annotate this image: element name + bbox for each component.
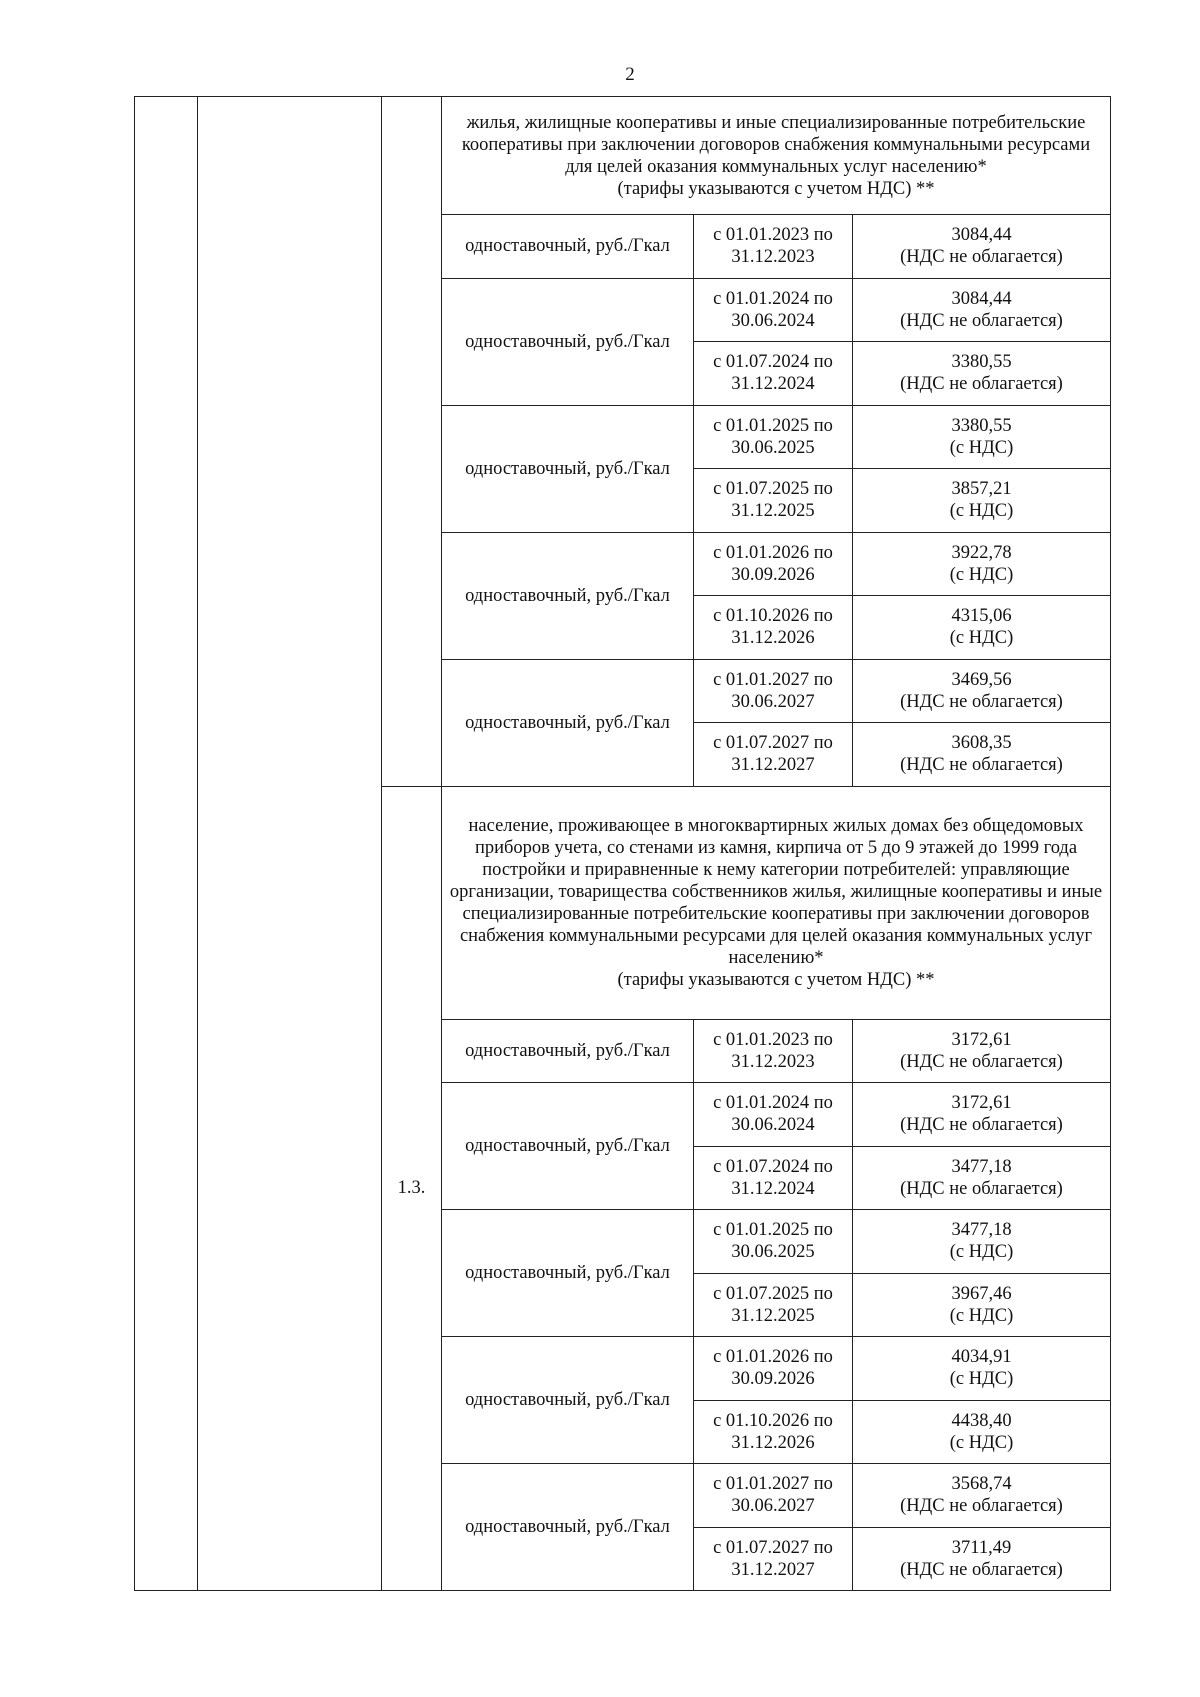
tariff-value: 3922,78 — [951, 542, 1012, 563]
vat-note: (с НДС) — [949, 1305, 1014, 1326]
row-number-column — [135, 97, 198, 1591]
period-text: с 01.01.2024 по 30.06.2024 — [713, 288, 833, 331]
period-cell — [694, 1273, 853, 1337]
value-cell — [853, 1019, 1111, 1083]
vat-note: (с НДС) — [949, 564, 1014, 585]
value-cell — [853, 532, 1111, 596]
subsection-number: 1.3. — [382, 786, 442, 1591]
vat-note: (НДС не облагается) — [900, 1178, 1063, 1199]
period-text: с 01.01.2027 по 30.06.2027 — [713, 669, 833, 712]
tariff-value: 3967,46 — [951, 1283, 1012, 1304]
value-cell — [853, 1400, 1111, 1464]
page-number: 2 — [625, 64, 635, 85]
tariff-type: одноставочный, руб./Гкал — [442, 659, 694, 786]
tariff-table — [134, 96, 1111, 1591]
period-cell — [694, 1083, 853, 1147]
category-text: жилья, жилищные кооперативы и иные специализированные потребительские кооперативы при заключении договоров снабжения коммунальными ресурсами для целей оказания коммунальных услуг населению* — [461, 112, 1091, 177]
period-text: с 01.01.2023 по 31.12.2023 — [713, 225, 833, 268]
period-cell — [694, 342, 853, 406]
period-text: с 01.07.2024 по 31.12.2024 — [713, 352, 833, 395]
tariff-value: 3477,18 — [951, 1156, 1012, 1177]
period-cell — [694, 469, 853, 533]
tariff-type: одноставочный, руб./Гкал — [442, 1083, 694, 1210]
vat-note: (с НДС) — [949, 501, 1014, 522]
vat-note: (с НДС) — [949, 628, 1014, 649]
period-cell — [694, 1527, 853, 1591]
vat-note: (НДС не облагается) — [900, 374, 1063, 395]
value-cell — [853, 278, 1111, 342]
period-text: с 01.01.2025 по 30.06.2025 — [713, 1220, 833, 1263]
value-cell — [853, 405, 1111, 469]
period-text: с 01.01.2026 по 30.09.2026 — [713, 1347, 833, 1390]
period-cell — [694, 723, 853, 787]
period-cell — [694, 405, 853, 469]
tariff-type: одноставочный, руб./Гкал — [442, 532, 694, 659]
period-text: с 01.01.2026 по 30.09.2026 — [713, 542, 833, 585]
value-cell — [853, 723, 1111, 787]
value-cell — [853, 596, 1111, 660]
period-cell — [694, 1337, 853, 1401]
vat-note: (НДС не облагается) — [900, 1115, 1063, 1136]
vat-note: (НДС не облагается) — [900, 1559, 1063, 1580]
period-cell — [694, 532, 853, 596]
period-cell — [694, 1400, 853, 1464]
period-text: с 01.07.2024 по 31.12.2024 — [713, 1156, 833, 1199]
value-cell — [853, 1146, 1111, 1210]
vat-note: (с НДС) — [949, 1432, 1014, 1453]
period-cell — [694, 659, 853, 723]
tariff-value: 3172,61 — [951, 1029, 1012, 1050]
period-cell — [694, 1019, 853, 1083]
vat-note: (НДС не облагается) — [900, 691, 1063, 712]
period-text: с 01.10.2026 по 31.12.2026 — [713, 1410, 833, 1453]
category-cell — [442, 97, 1111, 215]
period-text: с 01.10.2026 по 31.12.2026 — [713, 606, 833, 649]
tariff-value: 3568,74 — [951, 1474, 1012, 1495]
tariff-type: одноставочный, руб./Гкал — [442, 1337, 694, 1464]
period-text: с 01.01.2027 по 30.06.2027 — [713, 1474, 833, 1517]
tariff-value: 3477,18 — [951, 1220, 1012, 1241]
tariff-type: одноставочный, руб./Гкал — [442, 1210, 694, 1337]
tariff-value: 3857,21 — [951, 479, 1012, 500]
tariff-value: 4315,06 — [951, 606, 1012, 627]
value-cell — [853, 1337, 1111, 1401]
value-cell — [853, 1083, 1111, 1147]
tariff-value: 3469,56 — [951, 669, 1012, 690]
period-text: с 01.01.2025 по 30.06.2025 — [713, 415, 833, 458]
vat-note: (НДС не облагается) — [900, 247, 1063, 268]
category-note: (тарифы указываются с учетом НДС) ** — [617, 969, 935, 990]
value-cell — [853, 659, 1111, 723]
value-cell — [853, 1210, 1111, 1274]
tariff-value: 3084,44 — [951, 288, 1012, 309]
tariff-type: одноставочный, руб./Гкал — [442, 215, 694, 279]
tariff-type: одноставочный, руб./Гкал — [442, 278, 694, 405]
category-cell — [442, 786, 1111, 1019]
period-cell — [694, 1146, 853, 1210]
row-name-column — [198, 97, 382, 1591]
period-cell — [694, 215, 853, 279]
period-text: с 01.07.2027 по 31.12.2027 — [713, 1537, 833, 1580]
period-text: с 01.07.2027 по 31.12.2027 — [713, 733, 833, 776]
period-text: с 01.07.2025 по 31.12.2025 — [713, 1283, 833, 1326]
vat-note: (с НДС) — [949, 437, 1014, 458]
tariff-value: 3084,44 — [951, 225, 1012, 246]
tariff-value: 3380,55 — [951, 352, 1012, 373]
value-cell — [853, 1464, 1111, 1528]
category-note: (тарифы указываются с учетом НДС) ** — [617, 178, 935, 199]
value-cell — [853, 1273, 1111, 1337]
period-text: с 01.07.2025 по 31.12.2025 — [713, 479, 833, 522]
vat-note: (с НДС) — [949, 1369, 1014, 1390]
value-cell — [853, 215, 1111, 279]
category-text: население, проживающее в многоквартирных жилых домах без общедомовых приборов учета, со стенами из камня, кирпича от 5 до 9 этажей до 1999 года постройки и приравненные к нему категории потребителей: управляющие организации, товарищества собственников жилья, жилищные кооперативы и иные специализированные потребительские кооперативы при заключении договоров снабжения коммунальными ресурсами для целей оказания коммунальных услуг населению* — [449, 815, 1103, 968]
tariff-type: одноставочный, руб./Гкал — [442, 1464, 694, 1591]
tariff-value: 3172,61 — [951, 1093, 1012, 1114]
value-cell — [853, 1527, 1111, 1591]
tariff-type: одноставочный, руб./Гкал — [442, 1019, 694, 1083]
period-cell — [694, 1210, 853, 1274]
vat-note: (НДС не облагается) — [900, 755, 1063, 776]
period-text: с 01.01.2023 по 31.12.2023 — [713, 1029, 833, 1072]
tariff-value: 3711,49 — [951, 1537, 1012, 1558]
tariff-value: 4438,40 — [951, 1410, 1012, 1431]
tariff-value: 3380,55 — [951, 415, 1012, 436]
period-cell — [694, 596, 853, 660]
tariff-table-body — [135, 97, 1111, 1591]
tariff-value: 4034,91 — [951, 1347, 1012, 1368]
tariff-type: одноставочный, руб./Гкал — [442, 405, 694, 532]
vat-note: (НДС не облагается) — [900, 1496, 1063, 1517]
category-row — [135, 97, 1111, 215]
vat-note: (с НДС) — [949, 1242, 1014, 1263]
tariff-value: 3608,35 — [951, 733, 1012, 754]
value-cell — [853, 469, 1111, 533]
subsection-number-cell — [382, 97, 442, 787]
vat-note: (НДС не облагается) — [900, 1051, 1063, 1072]
period-cell — [694, 1464, 853, 1528]
vat-note: (НДС не облагается) — [900, 310, 1063, 331]
value-cell — [853, 342, 1111, 406]
period-cell — [694, 278, 853, 342]
period-text: с 01.01.2024 по 30.06.2024 — [713, 1093, 833, 1136]
